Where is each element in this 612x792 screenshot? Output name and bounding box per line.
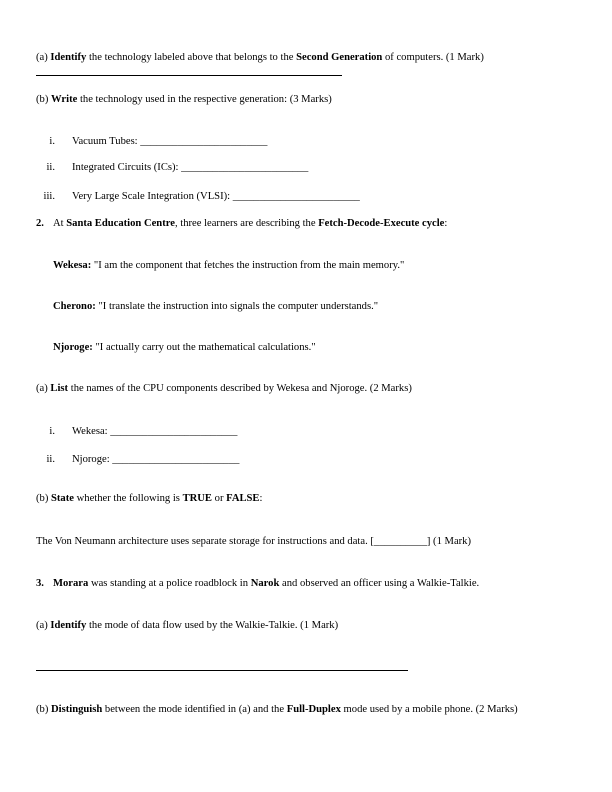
q1a-answer-line[interactable]	[36, 75, 342, 76]
q1b-item-vacuum-tubes[interactable]: Vacuum Tubes: ________________________	[72, 136, 268, 147]
q1a-line: (a) Identify the technology labeled above that belongs to the Second Generation of computers. (1 Mark)	[36, 52, 484, 63]
q1a-verb: Identify	[50, 52, 87, 63]
q3a-verb: Identify	[50, 620, 87, 631]
q3b-line: (b) Distinguish between the mode identified in (a) and the Full-Duplex mode used by a mobile phone. (2 Marks)	[36, 704, 518, 715]
q3-stem: 3. Morara was standing at a police roadblock in Narok and observed an officer using a Walkie-Talkie.	[36, 578, 480, 589]
q2a-verb: List	[50, 383, 69, 394]
q2-stem: 2. At Santa Education Centre, three learners are describing the Fetch-Decode-Execute cycle:	[36, 218, 448, 229]
q1b-item-number: i.	[49, 136, 55, 147]
q2-number: 2.	[36, 218, 44, 229]
q3a-answer-line[interactable]	[36, 670, 408, 671]
q1b-line: (b) Write the technology used in the respective generation: (3 Marks)	[36, 94, 332, 105]
q2b-line: (b) State whether the following is TRUE or FALSE:	[36, 493, 263, 504]
q2b-verb: State	[51, 493, 74, 504]
q2b-statement[interactable]: The Von Neumann architecture uses separate storage for instructions and data. [__________] (1 Mark)	[36, 536, 471, 547]
q2a-item-number: i.	[49, 426, 55, 437]
quote-cherono: Cherono: "I translate the instruction into signals the computer understands."	[53, 301, 379, 312]
quote-njoroge: Njoroge: "I actually carry out the mathematical calculations."	[53, 342, 316, 353]
quote-wekesa: Wekesa: "I am the component that fetches the instruction from the main memory."	[53, 260, 405, 271]
q2a-item-wekesa[interactable]: Wekesa: ________________________	[72, 426, 238, 437]
q3-number: 3.	[36, 578, 44, 589]
q2a-item-number: ii.	[46, 454, 55, 465]
q1b-item-number: ii.	[46, 162, 55, 173]
q1b-verb: Write	[51, 94, 78, 105]
q1b-item-number: iii.	[43, 191, 55, 202]
q2a-line: (a) List the names of the CPU components described by Wekesa and Njoroge. (2 Marks)	[36, 383, 412, 394]
q3a-line: (a) Identify the mode of data flow used by the Walkie-Talkie. (1 Mark)	[36, 620, 339, 631]
q1b-item-ics[interactable]: Integrated Circuits (ICs): ________________________	[72, 162, 309, 173]
q1b-item-vlsi[interactable]: Very Large Scale Integration (VLSI): ________________________	[72, 191, 360, 202]
q2a-item-njoroge[interactable]: Njoroge: ________________________	[72, 454, 240, 465]
q3b-verb: Distinguish	[51, 704, 103, 715]
